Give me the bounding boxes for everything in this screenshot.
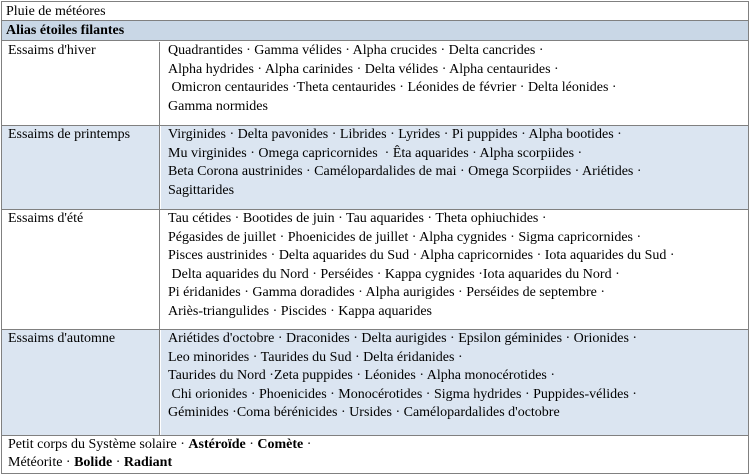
- navbox-subtitle: Alias étoiles filantes: [2, 21, 748, 41]
- list-line[interactable]: Géminides ·Coma bérénicides · Ursides · Camélopardalides d'octobre: [168, 405, 560, 420]
- row-label-autumn: Essaims d'automne: [2, 330, 160, 435]
- list-line[interactable]: Tau cétides · Bootides de juin · Tau aquarides · Theta ophiuchides ·: [168, 211, 547, 226]
- list-line[interactable]: Taurides du Nord ·Zeta puppides · Léonides · Alpha monocérotides ·: [168, 368, 556, 383]
- footer-line-1: [8, 436, 748, 454]
- row-summer: [2, 210, 748, 330]
- footer-link-bolide[interactable]: Bolide: [74, 455, 113, 470]
- footer-text-small-body[interactable]: Petit corps du Système solaire ·: [8, 437, 185, 452]
- navbox-title: Pluie de météores: [2, 2, 748, 21]
- list-line[interactable]: Mu virginides · Omega capricornides · Êta aquarides · Alpha scorpiides ·: [168, 145, 583, 161]
- list-line[interactable]: Chi orionides · Phoenicides · Monocérotides · Sigma hydrides · Puppides-vélides ·: [168, 386, 637, 402]
- row-winter: [2, 42, 748, 126]
- list-line[interactable]: Pégasides de juillet · Phoenicides de juillet · Alpha cygnides · Sigma capricornides ·: [168, 229, 642, 245]
- list-line[interactable]: Omicron centaurides ·Theta centaurides · Léonides de février · Delta léonides ·: [168, 80, 617, 95]
- row-spring: [2, 126, 748, 210]
- row-autumn: [2, 330, 748, 436]
- row-content-autumn: [161, 330, 748, 435]
- footer-line-2: [8, 454, 748, 472]
- list-line[interactable]: Leo minorides · Taurides du Sud · Delta éridanides ·: [168, 349, 463, 365]
- list-line[interactable]: Pisces austrinides · Delta aquarides du Sud · Alpha capricornides · Iota aquarides du Sud ·: [168, 248, 675, 263]
- list-line[interactable]: Pi éridanides · Gamma doradides · Alpha aurigides · Perséides de septembre ·: [168, 285, 605, 300]
- list-line[interactable]: Ariès-triangulides · Piscides · Kappa aquarides: [168, 303, 432, 319]
- list-line[interactable]: Gamma normides: [168, 98, 268, 114]
- list-line[interactable]: Alpha hydrides · Alpha carinides · Delta vélides · Alpha centaurides ·: [168, 61, 559, 77]
- footer-link-radiant[interactable]: Radiant: [123, 455, 173, 470]
- list-line[interactable]: Sagittarides: [168, 182, 235, 198]
- footer-separator: ·: [306, 437, 312, 452]
- row-label-spring: Essaims de printemps: [2, 126, 160, 209]
- list-line[interactable]: Quadrantides · Gamma vélides · Alpha crucides · Delta cancrides ·: [168, 43, 544, 58]
- row-label-summer: Essaims d'été: [2, 210, 160, 329]
- footer-text-meteorite[interactable]: Météorite ·: [8, 455, 71, 470]
- list-line[interactable]: Ariétides d'octobre · Draconides · Delta aurigides · Epsilon géminides · Orionides ·: [168, 331, 638, 346]
- list-line[interactable]: Delta aquarides du Nord · Perséides · Kappa cygnides ·Iota aquarides du Nord ·: [168, 266, 620, 282]
- meteor-shower-navbox: [1, 1, 749, 474]
- row-content-winter: [161, 42, 748, 125]
- footer-separator: ·: [115, 455, 121, 470]
- footer-link-asteroid[interactable]: Astéroïde: [188, 437, 246, 452]
- list-line[interactable]: Virginides · Delta pavonides · Librides · Lyrides · Pi puppides · Alpha bootides ·: [168, 127, 622, 142]
- row-content-spring: [161, 126, 748, 209]
- navbox-footer: [2, 436, 748, 473]
- row-label-winter: Essaims d'hiver: [2, 42, 160, 125]
- footer-separator: ·: [249, 437, 254, 452]
- footer-link-comet[interactable]: Comète: [257, 437, 304, 452]
- row-content-summer: [161, 210, 748, 329]
- list-line[interactable]: Beta Corona austrinides · Camélopardalides de mai · Omega Scorpiides · Ariétides ·: [168, 164, 642, 179]
